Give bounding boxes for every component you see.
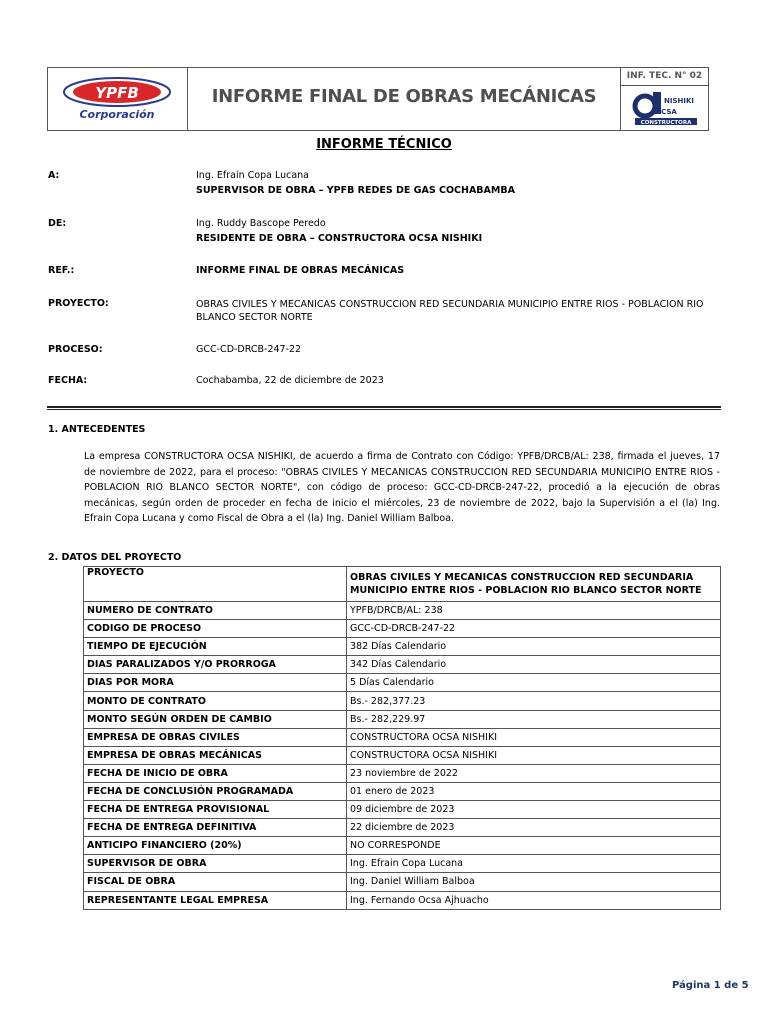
table-row-key: MONTO DE CONTRATO xyxy=(84,692,347,710)
table-row-value: 342 Días Calendario xyxy=(347,656,721,674)
table-row-value: 5 Días Calendario xyxy=(347,674,721,692)
ypfb-logo-brand: YPFB xyxy=(95,84,139,102)
table-row xyxy=(84,656,721,674)
de-label: DE: xyxy=(48,218,67,229)
table-row xyxy=(84,746,721,764)
table-row-key: CODIGO DE PROCESO xyxy=(84,620,347,638)
table-row xyxy=(84,710,721,728)
divider-thin xyxy=(47,409,721,410)
divider xyxy=(47,406,721,408)
proceso-value: GCC-CD-DRCB-247-22 xyxy=(196,344,302,355)
table-row-key: FECHA DE CONCLUSIÓN PROGRAMADA xyxy=(84,782,347,800)
table-row-key: FISCAL DE OBRA xyxy=(84,873,347,891)
table-row xyxy=(84,620,721,638)
project-data-table xyxy=(83,566,721,910)
table-row xyxy=(84,674,721,692)
table-row xyxy=(84,602,721,620)
page-number: Página 1 de 5 xyxy=(672,980,749,991)
table-row-value: 09 diciembre de 2023 xyxy=(347,801,721,819)
fecha-label: FECHA: xyxy=(48,375,88,386)
table-row-value: Bs.- 282,229.97 xyxy=(347,710,721,728)
table-row-key: FECHA DE ENTREGA PROVISIONAL xyxy=(84,801,347,819)
proyecto-value: OBRAS CIVILES Y MECANICAS CONSTRUCCION RED SECUNDARIA MUNICIPIO ENTRE RIOS - POBLACION RIO BLANCO SECTOR NORTE xyxy=(196,299,704,323)
table-row-value: Bs.- 282,377.23 xyxy=(347,692,721,710)
table-row-key: PROYECTO xyxy=(84,567,347,602)
table-row xyxy=(84,873,721,891)
table-row-value: 01 enero de 2023 xyxy=(347,782,721,800)
table-row-key: DIAS PARALIZADOS Y/O PRORROGA xyxy=(84,656,347,674)
fecha-value: Cochabamba, 22 de diciembre de 2023 xyxy=(196,375,384,386)
table-row-key: DIAS POR MORA xyxy=(84,674,347,692)
table-row-key: NUMERO DE CONTRATO xyxy=(84,602,347,620)
table-row-value: CONSTRUCTORA OCSA NISHIKI xyxy=(347,728,721,746)
table-row-key: FECHA DE ENTREGA DEFINITIVA xyxy=(84,819,347,837)
section-datos-title: 2. DATOS DEL PROYECTO xyxy=(48,552,182,563)
table-row-value: GCC-CD-DRCB-247-22 xyxy=(347,620,721,638)
table-row xyxy=(84,782,721,800)
table-row xyxy=(84,855,721,873)
table-row xyxy=(84,819,721,837)
document-title: INFORME FINAL DE OBRAS MECÁNICAS xyxy=(211,86,597,107)
a-name: Ing. Efrain Copa Lucana xyxy=(196,170,309,181)
svg-text:NISHIKI: NISHIKI xyxy=(664,97,694,105)
de-role: RESIDENTE DE OBRA – CONSTRUCTORA OCSA NISHIKI xyxy=(196,233,483,244)
table-row xyxy=(84,764,721,782)
ref-label: REF.: xyxy=(48,265,75,276)
table-row-value: CONSTRUCTORA OCSA NISHIKI xyxy=(347,746,721,764)
table-row-value: YPFB/DRCB/AL: 238 xyxy=(347,602,721,620)
table-row xyxy=(84,837,721,855)
table-row xyxy=(84,728,721,746)
table-row-key: REPRESENTANTE LEGAL EMPRESA xyxy=(84,891,347,909)
proceso-label: PROCESO: xyxy=(48,344,103,355)
title-cell xyxy=(188,68,621,130)
table-row-value: Ing. Daniel William Balboa xyxy=(347,873,721,891)
table-row-key: ANTICIPO FINANCIERO (20%) xyxy=(84,837,347,855)
table-row-value: NO CORRESPONDE xyxy=(347,837,721,855)
table-row-key: EMPRESA DE OBRAS CIVILES xyxy=(84,728,347,746)
table-row-value: 23 noviembre de 2022 xyxy=(347,764,721,782)
ypfb-logo-cell xyxy=(48,68,188,130)
table-row-key: MONTO SEGÚN ORDEN DE CAMBIO xyxy=(84,710,347,728)
table-row-value: Ing. Fernando Ocsa Ajhuacho xyxy=(347,891,721,909)
table-row xyxy=(84,801,721,819)
document-header xyxy=(47,67,709,131)
ref-value: INFORME FINAL DE OBRAS MECÁNICAS xyxy=(196,265,405,276)
de-name: Ing. Ruddy Bascope Peredo xyxy=(196,218,326,229)
code-logo-cell xyxy=(621,68,708,130)
table-row-value: Ing. Efrain Copa Lucana xyxy=(347,855,721,873)
table-row xyxy=(84,567,721,602)
a-label: A: xyxy=(48,170,60,181)
table-row xyxy=(84,891,721,909)
ocsa-logo-text: CONSTRUCTORA xyxy=(640,120,692,126)
ypfb-logo-text: Corporación xyxy=(79,108,155,121)
section-antecedentes-title: 1. ANTECEDENTES xyxy=(48,424,146,435)
antecedentes-paragraph: La empresa CONSTRUCTORA OCSA NISHIKI, de acuerdo a firma de Contrato con Código: YPFB/DRCB/AL: 238, firmada el jueves, 17 de noviembre de 2022, para el proceso: "OBRAS CIVILES Y MECANICAS CONSTRUCCION RED SECUNDARIA MUNICIPIO ENTRE RIOS - POBLACION RIO BLANCO SECTOR NORTE", con código de proceso: GCC-CD-DRCB-247-22, procedió a la ejecución de obras mecánicas, según orden de proceder en fecha de inicio el miércoles, 23 de noviembre de 2022, bajo la Supervisión a el (la) Ing. Efrain Copa Lucana y como Fiscal de Obra a el (la) Ing. Daniel William Balboa. xyxy=(84,451,720,524)
table-row-key: SUPERVISOR DE OBRA xyxy=(84,855,347,873)
table-row-key: FECHA DE INICIO DE OBRA xyxy=(84,764,347,782)
table-row xyxy=(84,692,721,710)
ypfb-logo xyxy=(48,68,187,130)
table-row-key: EMPRESA DE OBRAS MECÁNICAS xyxy=(84,746,347,764)
table-row-key: TIEMPO DE EJECUCIÓN xyxy=(84,638,347,656)
document-code: INF. TEC. N° 02 xyxy=(621,68,708,86)
subtitle: INFORME TÉCNICO xyxy=(316,137,452,152)
svg-text:CSA: CSA xyxy=(661,108,677,116)
table-row-value: 382 Días Calendario xyxy=(347,638,721,656)
proyecto-label: PROYECTO: xyxy=(48,298,109,309)
table-row xyxy=(84,638,721,656)
a-role: SUPERVISOR DE OBRA – YPFB REDES DE GAS COCHABAMBA xyxy=(196,185,515,196)
table-row-value: 22 diciembre de 2023 xyxy=(347,819,721,837)
table-row-value: OBRAS CIVILES Y MECANICAS CONSTRUCCION RED SECUNDARIA MUNICIPIO ENTRE RIOS - POBLACION RIO BLANCO SECTOR NORTE xyxy=(347,567,721,602)
ocsa-nishiki-logo xyxy=(621,86,708,130)
